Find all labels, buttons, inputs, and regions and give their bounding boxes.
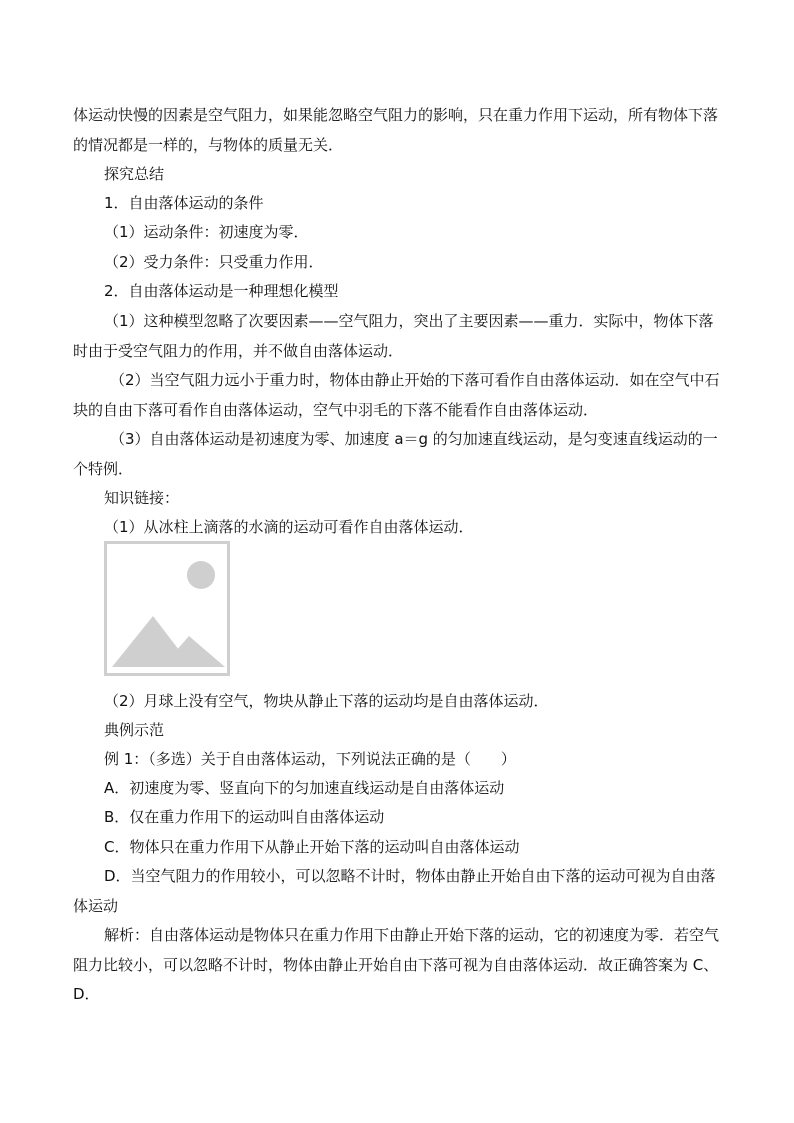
answer-explanation: 解析：自由落体运动是物体只在重力作用下由静止开始下落的运动，它的初速度为零．若空气阻力比较小，可以忽略不计时，物体由静止开始自由下落可视为自由落体运动．故正确答案为 C、D． bbox=[73, 926, 720, 1003]
heading-conditions: 1．自由落体运动的条件 bbox=[104, 194, 264, 212]
knowledge-point-2: （2）月球上没有空气，物块从静止下落的运动均是自由落体运动． bbox=[104, 692, 549, 710]
option-a: A．初速度为零、竖直向下的匀加速直线运动是自由落体运动 bbox=[104, 779, 505, 797]
image-placeholder bbox=[104, 541, 230, 676]
image-placeholder-icon bbox=[107, 544, 227, 673]
knowledge-point-1: （1）从冰柱上滴落的水滴的运动可看作自由落体运动． bbox=[104, 518, 474, 536]
model-point-2: （2）当空气阻力远小于重力时，物体由静止开始的下落可看作自由落体运动．如在空气中石块的自由下落可看作自由落体运动，空气中羽毛的下落不能看作自由落体运动． bbox=[73, 371, 720, 419]
example-question: 例 1：（多选）关于自由落体运动，下列说法正确的是（ ） bbox=[104, 750, 516, 768]
heading-summary: 探究总结 bbox=[104, 165, 165, 183]
heading-example: 典例示范 bbox=[104, 721, 165, 739]
option-c: C．物体只在重力作用下从静止开始下落的运动叫自由落体运动 bbox=[104, 838, 520, 856]
model-point-3: （3）自由落体运动是初速度为零、加速度 a＝g 的匀加速直线运动，是匀变速直线运动的一个特例． bbox=[73, 430, 718, 478]
option-d: D．当空气阻力的作用较小，可以忽略不计时，物体由静止开始自由下落的运动可视为自由落体运动 bbox=[73, 867, 716, 915]
condition-force: （2）受力条件：只受重力作用． bbox=[104, 253, 324, 271]
paragraph-intro: 体运动快慢的因素是空气阻力，如果能忽略空气阻力的影响，只在重力作用下运动，所有物体下落的情况都是一样的，与物体的质量无关． bbox=[73, 106, 719, 154]
option-b: B．仅在重力作用下的运动叫自由落体运动 bbox=[104, 808, 385, 826]
model-point-1: （1）这种模型忽略了次要因素——空气阻力，突出了主要因素——重力．实际中，物体下落时由于受空气阻力的作用，并不做自由落体运动． bbox=[73, 312, 714, 360]
heading-knowledge-link: 知识链接： bbox=[104, 489, 180, 507]
condition-motion: （1）运动条件：初速度为零． bbox=[104, 223, 309, 241]
heading-ideal-model: 2．自由落体运动是一种理想化模型 bbox=[104, 282, 339, 300]
